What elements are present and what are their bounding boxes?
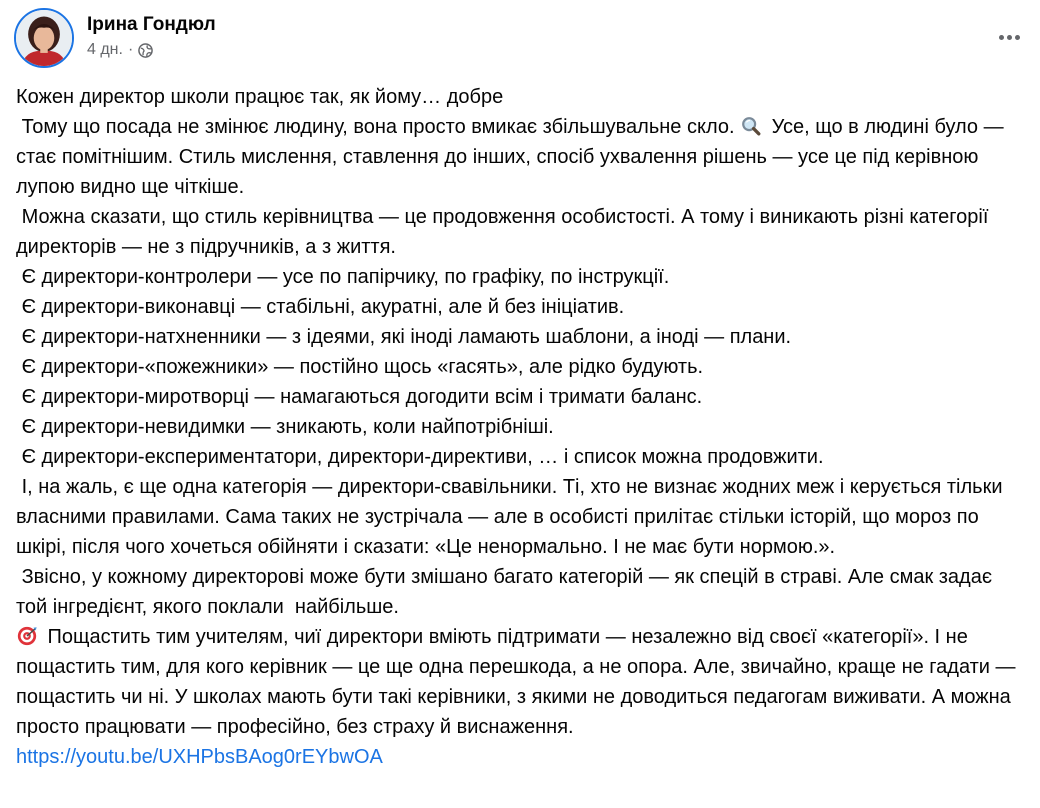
post-paragraph: Є директори-контролери — усе по папірчику, по графіку, по інструкції. [16, 266, 670, 288]
post-paragraph: Кожен директор школи працює так, як йому… добре [16, 86, 504, 108]
author-avatar[interactable] [14, 8, 74, 68]
post-paragraph: Звісно, у кожному директорові може бути змішано багато категорій — як спецій в страві. Але смак задає той інгредієнт, якого поклали найбільше. [16, 566, 998, 618]
post-paragraph: І, на жаль, є ще одна категорія — директори-свавільники. Ті, хто не визнає жодних меж і керується тільки власними правилами. Сама таких не зустрічала — але в особисті прилітає стільки історій, що мороз по шкірі, після чого хочеться обійняти і сказати: «Це ненормально. І не має бути нормою.». [16, 476, 1009, 558]
post-paragraph: Є директори-«пожежники» — постійно щось «гасять», але рідко будують. [16, 356, 704, 378]
avatar-photo [16, 10, 72, 66]
direct-hit-target-icon [16, 625, 40, 649]
post-paragraph [16, 622, 1028, 742]
post-paragraph: Є директори-експериментатори, директори-директиви, … і список можна продовжити. [16, 446, 824, 468]
post-paragraph: Є директори-миротворці — намагаються догодити всім і тримати баланс. [16, 386, 703, 408]
post-header [14, 8, 1040, 68]
author-name[interactable]: Ірина Гондюл [87, 14, 216, 35]
post-paragraph: Є директори-невидимки — зникають, коли найпотрібніші. [16, 416, 554, 438]
magnifying-glass-icon [740, 115, 764, 139]
paragraph-text: Пощастить тим учителям, чиї директори вміють підтримати — незалежно від своєї «категорії». І не пощастить тим, для кого керівник — це ще одна перешкода, а не опора. Але, звичайно, краще не гадати — пощастить чи ні. У школах мають бути такі керівники, з якими не доводиться педагогам виживати. А можна просто працювати — професійно, без страху й виснаження. [16, 626, 1022, 738]
paragraph-text: Тому що посада не змінює людину, вона просто вмикає збільшувальне скло. [16, 116, 735, 138]
paragraph-text: Усе, що в людині було — стає помітнішим. Стиль мислення, ставлення до інших, спосіб ухвалення рішень — усе це під керівною лупою видно ще чіткіше. [16, 116, 1010, 198]
post-meta [87, 41, 153, 59]
more-dot [1015, 35, 1020, 40]
more-options-icon [999, 35, 1004, 40]
post-link[interactable]: https://youtu.be/UXHPbsBAog0rEYbwOA [16, 746, 383, 768]
post-paragraph: Є директори-натхненники — з ідеями, які іноді ламають шаблони, а іноді — плани. [16, 326, 792, 348]
post-paragraph: Є директори-виконавці — стабільні, акуратні, але й без ініціатив. [16, 296, 625, 318]
post-timestamp[interactable]: 4 дн. [87, 41, 123, 58]
more-dot [1007, 35, 1012, 40]
more-options-button[interactable] [992, 20, 1026, 54]
post-body [16, 82, 1028, 772]
globe-icon[interactable] [138, 43, 153, 58]
post-paragraph [16, 112, 1028, 202]
post-paragraph: Можна сказати, що стиль керівництва — це продовження особистості. А тому і виникають різні категорії директорів — не з підручників, а з життя. [16, 206, 994, 258]
meta-separator: · [127, 41, 134, 58]
